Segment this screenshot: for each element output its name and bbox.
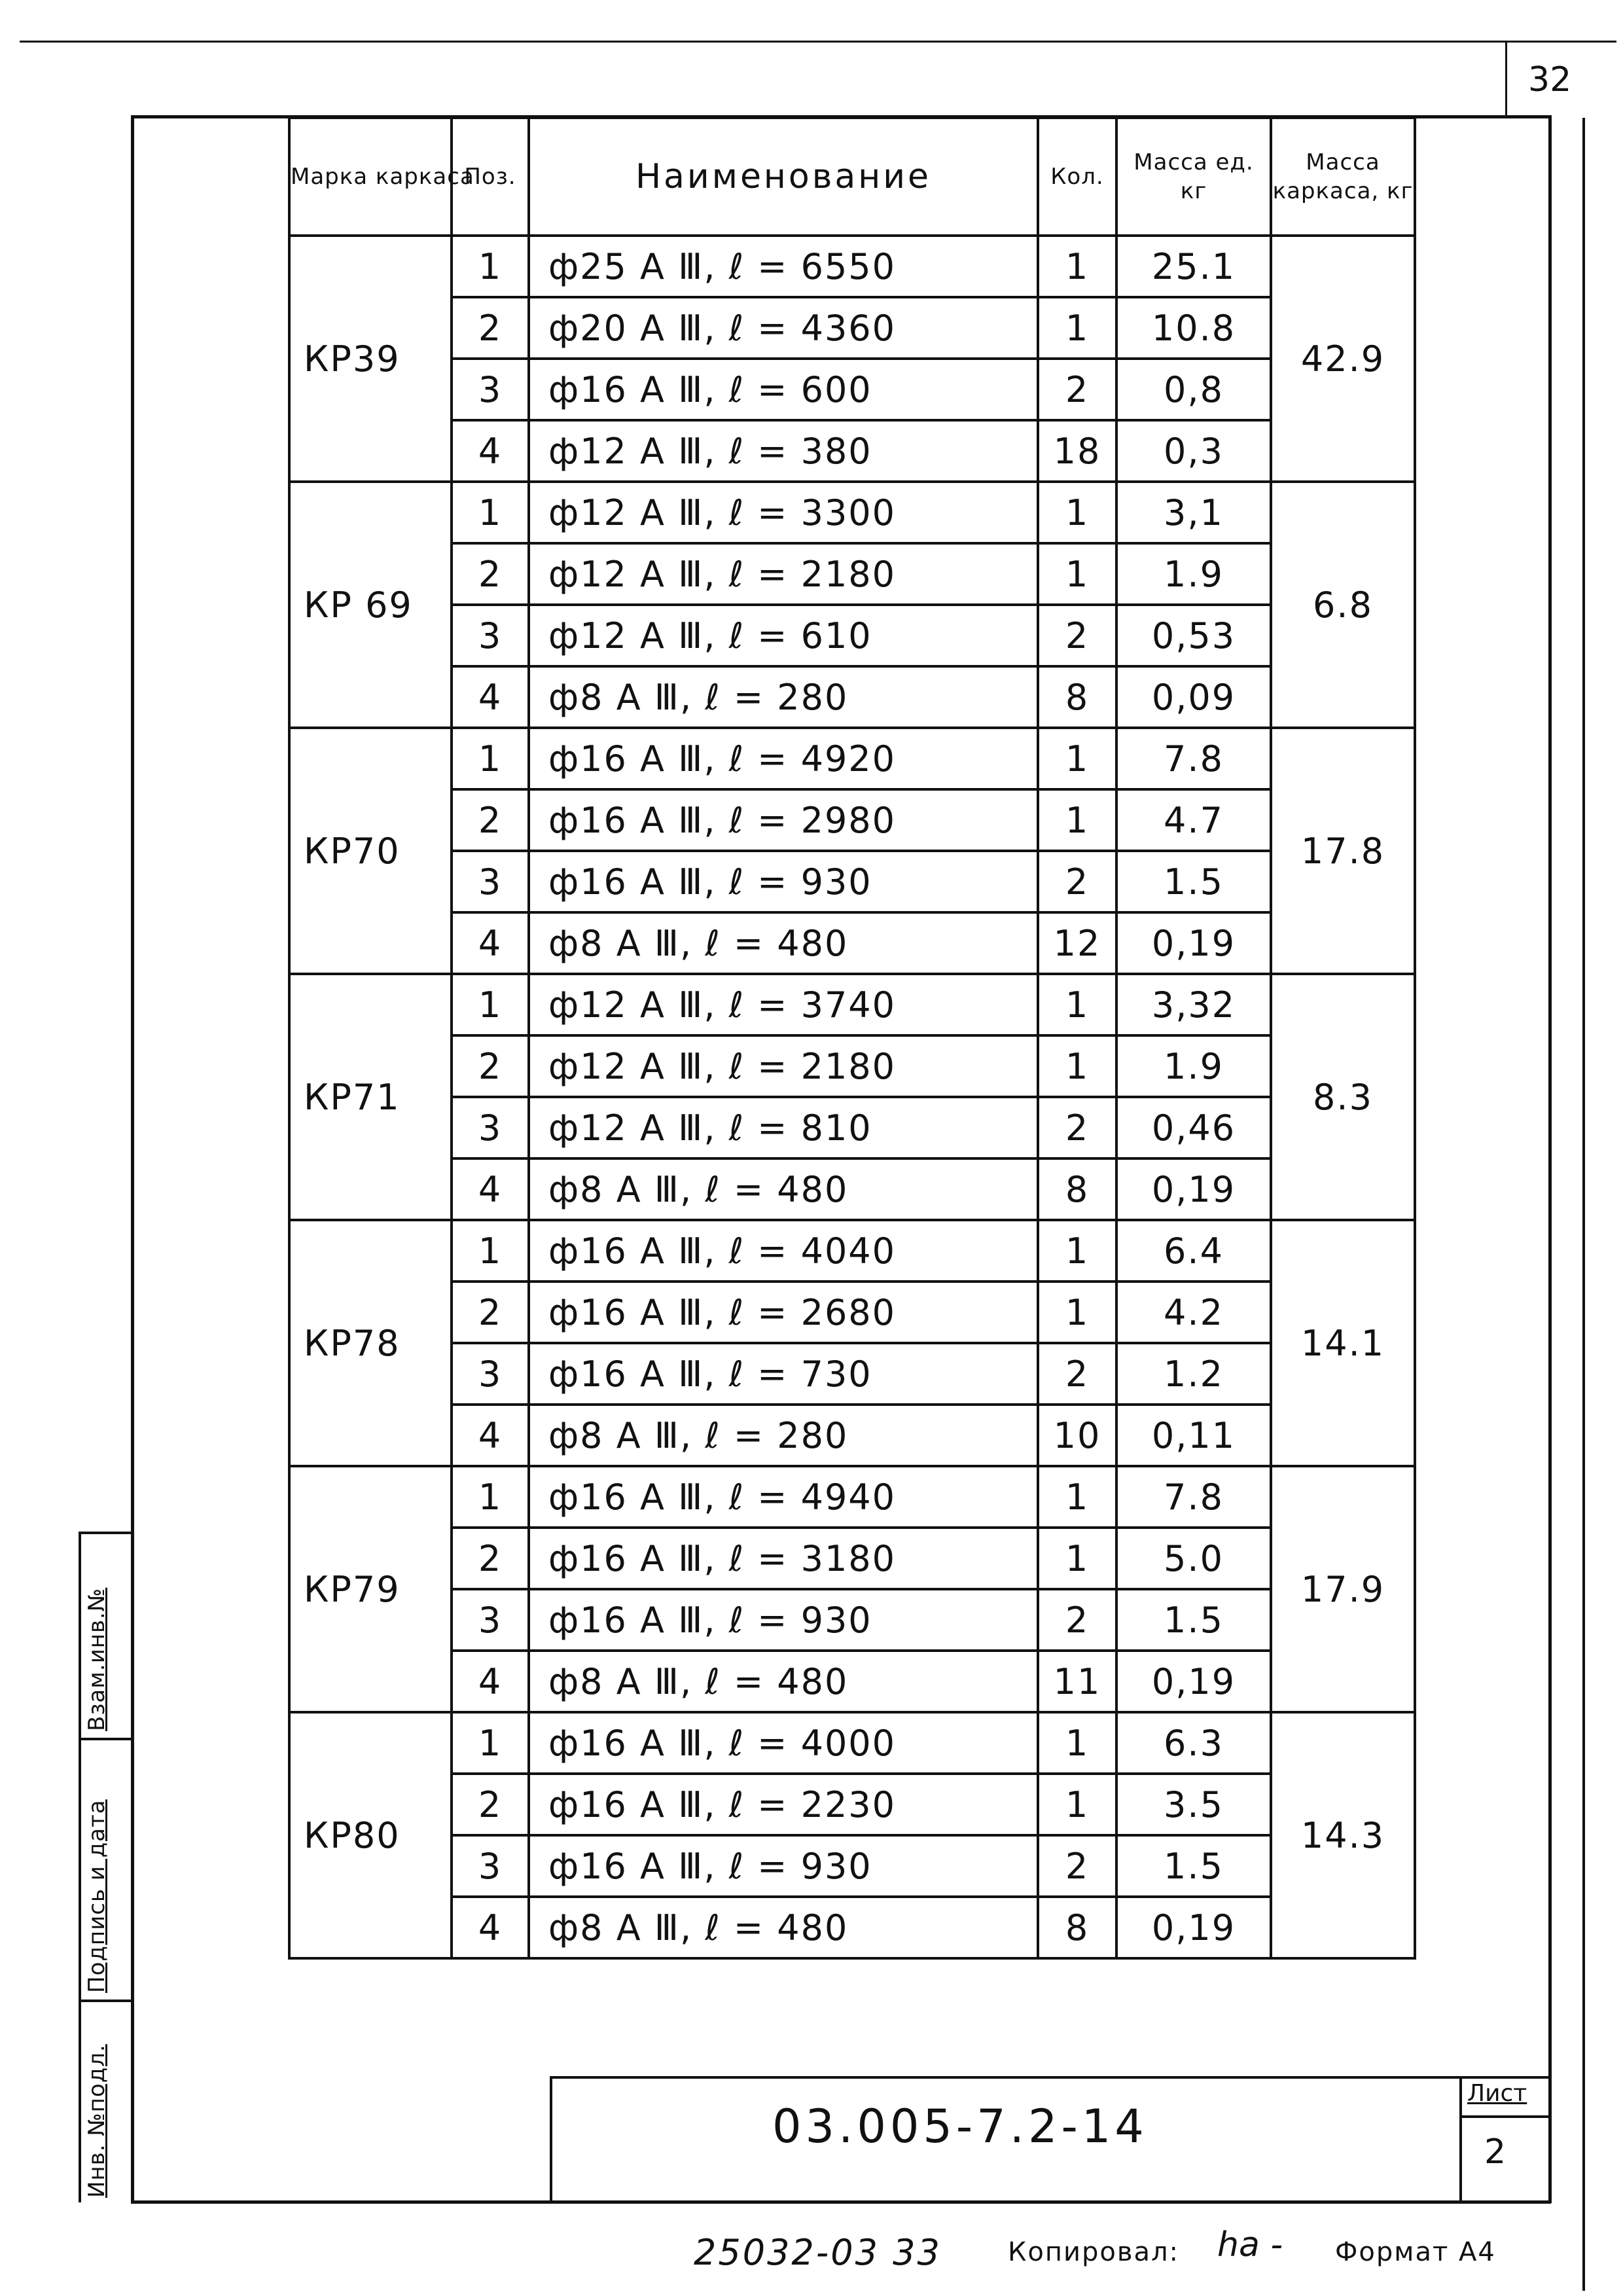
unit-mass-cell: 0,46	[1116, 1097, 1271, 1158]
frame-mark-cell: КР 69	[289, 482, 452, 728]
position-cell: 2	[452, 543, 529, 605]
quantity-cell: 11	[1038, 1651, 1116, 1712]
unit-mass-cell: 0,3	[1116, 420, 1271, 482]
frame-mark-cell: КР70	[289, 728, 452, 974]
unit-mass-cell: 1.2	[1116, 1343, 1271, 1405]
title-block-top	[550, 2076, 1551, 2079]
quantity-cell: 1	[1038, 1220, 1116, 1282]
frame-mark-cell: КР78	[289, 1220, 452, 1466]
quantity-cell: 2	[1038, 851, 1116, 912]
position-cell: 2	[452, 1282, 529, 1343]
table-row	[289, 1897, 1415, 1958]
frame-mass-cell: 17.9	[1271, 1466, 1415, 1712]
unit-mass-cell: 0,19	[1116, 912, 1271, 974]
table-row	[289, 912, 1415, 974]
sign-date-label: Подпись и дата	[84, 1799, 110, 1993]
name-cell: ф20 А Ⅲ, ℓ = 4360	[529, 297, 1038, 359]
unit-mass-cell: 0,11	[1116, 1405, 1271, 1466]
archive-number: 25032-03 33	[694, 2232, 942, 2273]
unit-mass-cell: 3,32	[1116, 974, 1271, 1035]
position-cell: 4	[452, 1897, 529, 1958]
unit-mass-cell: 1.5	[1116, 851, 1271, 912]
unit-mass-cell: 3,1	[1116, 482, 1271, 543]
format-label: Формат А4	[1335, 2237, 1496, 2267]
name-cell: ф16 А Ⅲ, ℓ = 2680	[529, 1282, 1038, 1343]
quantity-cell: 1	[1038, 236, 1116, 297]
table-row	[289, 1282, 1415, 1343]
table-row	[289, 1466, 1415, 1528]
table-row	[289, 1589, 1415, 1651]
position-cell: 2	[452, 1528, 529, 1589]
quantity-cell: 1	[1038, 482, 1116, 543]
unit-mass-cell: 5.0	[1116, 1528, 1271, 1589]
name-cell: ф16 А Ⅲ, ℓ = 730	[529, 1343, 1038, 1405]
sheet-label: Лист	[1467, 2080, 1527, 2107]
table-row	[289, 605, 1415, 666]
table-row	[289, 1712, 1415, 1774]
table-row	[289, 1343, 1415, 1405]
position-cell: 1	[452, 728, 529, 789]
quantity-cell: 1	[1038, 789, 1116, 851]
name-cell: ф16 А Ⅲ, ℓ = 600	[529, 359, 1038, 420]
inv-no-orig-label: Инв. №подл.	[84, 2044, 110, 2198]
name-cell: ф12 А Ⅲ, ℓ = 2180	[529, 1035, 1038, 1097]
title-block-left	[550, 2076, 552, 2202]
table-header-row	[289, 118, 1415, 236]
quantity-cell: 2	[1038, 1343, 1116, 1405]
frame-mark-cell: КР79	[289, 1466, 452, 1712]
table-row	[289, 1220, 1415, 1282]
position-cell: 1	[452, 1466, 529, 1528]
title-block-sheet-divider	[1459, 2076, 1462, 2202]
position-cell: 4	[452, 1651, 529, 1712]
name-cell: ф12 А Ⅲ, ℓ = 3740	[529, 974, 1038, 1035]
quantity-cell: 1	[1038, 297, 1116, 359]
name-cell: ф12 А Ⅲ, ℓ = 610	[529, 605, 1038, 666]
copied-signature: hа -	[1217, 2225, 1283, 2265]
quantity-cell: 1	[1038, 1282, 1116, 1343]
table-row	[289, 1035, 1415, 1097]
unit-mass-cell: 25.1	[1116, 236, 1271, 297]
name-cell: ф16 А Ⅲ, ℓ = 930	[529, 1835, 1038, 1897]
table-row	[289, 1158, 1415, 1220]
name-cell: ф16 А Ⅲ, ℓ = 930	[529, 851, 1038, 912]
outer-right-edge	[1582, 118, 1585, 2291]
position-cell: 1	[452, 482, 529, 543]
quantity-cell: 1	[1038, 543, 1116, 605]
unit-mass-cell: 10.8	[1116, 297, 1271, 359]
position-cell: 4	[452, 912, 529, 974]
name-cell: ф12 А Ⅲ, ℓ = 380	[529, 420, 1038, 482]
quantity-cell: 2	[1038, 1097, 1116, 1158]
header-name: Наименование	[529, 118, 1038, 236]
name-cell: ф8 А Ⅲ, ℓ = 280	[529, 666, 1038, 728]
frame-mass-cell: 6.8	[1271, 482, 1415, 728]
header-qty: Кол.	[1038, 118, 1116, 236]
frame-right	[1548, 115, 1552, 2203]
header-unit-mass: Масса ед. кг	[1116, 118, 1271, 236]
frame-mass-cell: 14.3	[1271, 1712, 1415, 1958]
title-block-sheet-rule	[1459, 2115, 1551, 2118]
frame-mass-cell: 42.9	[1271, 236, 1415, 482]
sheet-number: 2	[1484, 2132, 1507, 2172]
position-cell: 3	[452, 1097, 529, 1158]
name-cell: ф12 А Ⅲ, ℓ = 810	[529, 1097, 1038, 1158]
position-cell: 4	[452, 666, 529, 728]
unit-mass-cell: 1.5	[1116, 1589, 1271, 1651]
quantity-cell: 2	[1038, 605, 1116, 666]
position-cell: 3	[452, 605, 529, 666]
quantity-cell: 1	[1038, 1528, 1116, 1589]
quantity-cell: 18	[1038, 420, 1116, 482]
table-row	[289, 1651, 1415, 1712]
frame-mass-cell: 8.3	[1271, 974, 1415, 1220]
table-row	[289, 666, 1415, 728]
name-cell: ф25 А Ⅲ, ℓ = 6550	[529, 236, 1038, 297]
position-cell: 3	[452, 1343, 529, 1405]
quantity-cell: 1	[1038, 728, 1116, 789]
table-row	[289, 482, 1415, 543]
frame-left	[131, 115, 134, 2203]
quantity-cell: 8	[1038, 1158, 1116, 1220]
position-cell: 3	[452, 359, 529, 420]
unit-mass-cell: 1.9	[1116, 1035, 1271, 1097]
unit-mass-cell: 4.2	[1116, 1282, 1271, 1343]
unit-mass-cell: 0,8	[1116, 359, 1271, 420]
table-row	[289, 297, 1415, 359]
table-row	[289, 728, 1415, 789]
unit-mass-cell: 0,09	[1116, 666, 1271, 728]
unit-mass-cell: 6.3	[1116, 1712, 1271, 1774]
quantity-cell: 1	[1038, 974, 1116, 1035]
position-cell: 4	[452, 420, 529, 482]
name-cell: ф16 А Ⅲ, ℓ = 2230	[529, 1774, 1038, 1835]
quantity-cell: 1	[1038, 1035, 1116, 1097]
unit-mass-cell: 3.5	[1116, 1774, 1271, 1835]
unit-mass-cell: 7.8	[1116, 1466, 1271, 1528]
table-row	[289, 851, 1415, 912]
table-row	[289, 359, 1415, 420]
quantity-cell: 8	[1038, 666, 1116, 728]
table-row	[289, 1097, 1415, 1158]
frame-mass-cell: 17.8	[1271, 728, 1415, 974]
position-cell: 2	[452, 789, 529, 851]
quantity-cell: 2	[1038, 1589, 1116, 1651]
unit-mass-cell: 0,19	[1116, 1897, 1271, 1958]
name-cell: ф16 А Ⅲ, ℓ = 930	[529, 1589, 1038, 1651]
quantity-cell: 12	[1038, 912, 1116, 974]
page-number: 32	[1528, 60, 1572, 99]
name-cell: ф8 А Ⅲ, ℓ = 280	[529, 1405, 1038, 1466]
frame-mark-cell: КР71	[289, 974, 452, 1220]
top-rule	[20, 41, 1616, 43]
unit-mass-cell: 1.9	[1116, 543, 1271, 605]
quantity-cell: 2	[1038, 1835, 1116, 1897]
quantity-cell: 10	[1038, 1405, 1116, 1466]
name-cell: ф8 А Ⅲ, ℓ = 480	[529, 1651, 1038, 1712]
position-cell: 2	[452, 1035, 529, 1097]
position-cell: 3	[452, 1835, 529, 1897]
table-row	[289, 1528, 1415, 1589]
unit-mass-cell: 0,19	[1116, 1651, 1271, 1712]
quantity-cell: 1	[1038, 1466, 1116, 1528]
header-mark: Марка каркаса	[289, 118, 452, 236]
table-row	[289, 543, 1415, 605]
table-row	[289, 1405, 1415, 1466]
name-cell: ф16 А Ⅲ, ℓ = 3180	[529, 1528, 1038, 1589]
unit-mass-cell: 4.7	[1116, 789, 1271, 851]
specification-table	[288, 117, 1416, 1960]
table-row	[289, 789, 1415, 851]
unit-mass-cell: 6.4	[1116, 1220, 1271, 1282]
name-cell: ф8 А Ⅲ, ℓ = 480	[529, 1158, 1038, 1220]
quantity-cell: 1	[1038, 1774, 1116, 1835]
name-cell: ф8 А Ⅲ, ℓ = 480	[529, 1897, 1038, 1958]
table-row	[289, 1835, 1415, 1897]
name-cell: ф12 А Ⅲ, ℓ = 3300	[529, 482, 1038, 543]
table-row	[289, 420, 1415, 482]
side-stamp-divider-2	[79, 2000, 132, 2002]
unit-mass-cell: 1.5	[1116, 1835, 1271, 1897]
unit-mass-cell: 7.8	[1116, 728, 1271, 789]
name-cell: ф16 А Ⅲ, ℓ = 4920	[529, 728, 1038, 789]
position-cell: 1	[452, 1220, 529, 1282]
unit-mass-cell: 0,19	[1116, 1158, 1271, 1220]
position-cell: 2	[452, 297, 529, 359]
document-code: 03.005-7.2-14	[772, 2100, 1148, 2153]
quantity-cell: 1	[1038, 1712, 1116, 1774]
table-row	[289, 236, 1415, 297]
side-stamp-top	[79, 1532, 132, 1534]
unit-mass-cell: 0,53	[1116, 605, 1271, 666]
name-cell: ф8 А Ⅲ, ℓ = 480	[529, 912, 1038, 974]
side-stamp-divider-1	[79, 1738, 132, 1740]
position-cell: 1	[452, 974, 529, 1035]
position-cell: 4	[452, 1158, 529, 1220]
replace-inv-label: Взам.инв.№	[84, 1587, 110, 1731]
name-cell: ф16 А Ⅲ, ℓ = 4000	[529, 1712, 1038, 1774]
position-cell: 1	[452, 1712, 529, 1774]
frame-mass-cell: 14.1	[1271, 1220, 1415, 1466]
position-cell: 3	[452, 1589, 529, 1651]
page-number-divider	[1505, 41, 1507, 118]
header-frame-mass: Масса каркаса, кг	[1271, 118, 1415, 236]
frame-mark-cell: КР80	[289, 1712, 452, 1958]
side-stamp-border	[79, 1532, 81, 2202]
quantity-cell: 8	[1038, 1897, 1116, 1958]
name-cell: ф16 А Ⅲ, ℓ = 2980	[529, 789, 1038, 851]
position-cell: 2	[452, 1774, 529, 1835]
copied-label: Копировал:	[1008, 2237, 1180, 2267]
name-cell: ф12 А Ⅲ, ℓ = 2180	[529, 543, 1038, 605]
frame-bottom	[131, 2200, 1551, 2204]
frame-mark-cell: КР39	[289, 236, 452, 482]
position-cell: 3	[452, 851, 529, 912]
name-cell: ф16 А Ⅲ, ℓ = 4940	[529, 1466, 1038, 1528]
table-row	[289, 1774, 1415, 1835]
table-row	[289, 974, 1415, 1035]
position-cell: 4	[452, 1405, 529, 1466]
name-cell: ф16 А Ⅲ, ℓ = 4040	[529, 1220, 1038, 1282]
quantity-cell: 2	[1038, 359, 1116, 420]
header-pos: Поз.	[452, 118, 529, 236]
position-cell: 1	[452, 236, 529, 297]
